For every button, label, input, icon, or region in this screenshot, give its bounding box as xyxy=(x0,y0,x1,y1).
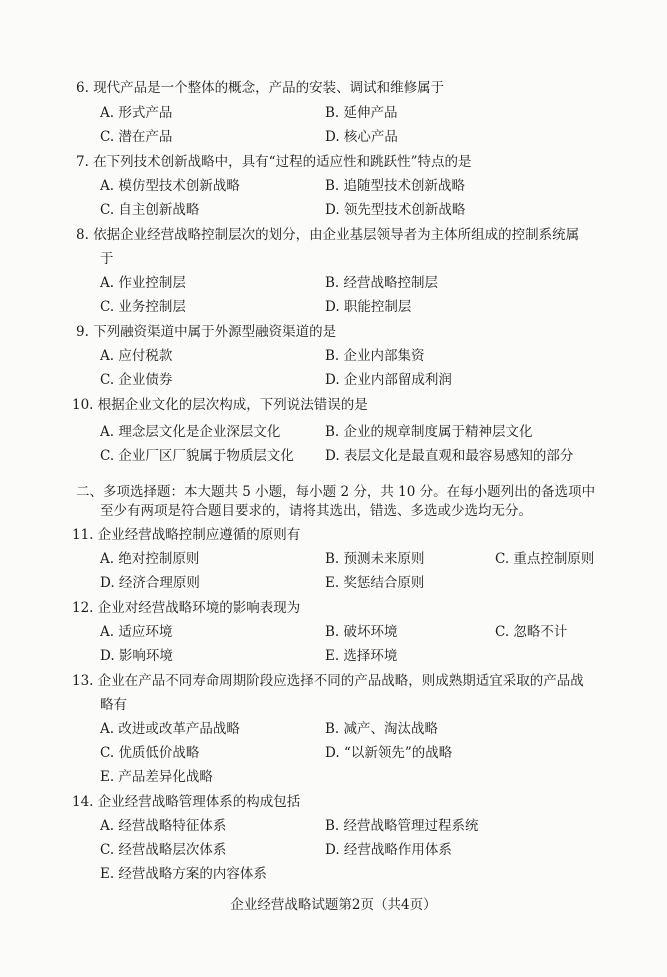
question-text: 现代产品是一个整体的概念，产品的安装、调试和维修属于 xyxy=(93,80,445,96)
question-6 xyxy=(76,76,444,96)
section-heading-line-2: 至少有两项是符合题目要求的，请将其选出，错选、多选或少选均无分。 xyxy=(100,503,532,519)
option-a: A. 适应环境 xyxy=(100,624,173,640)
option-c: C. 企业债券 xyxy=(100,372,173,388)
option-a: A. 绝对控制原则 xyxy=(100,551,200,567)
question-number: 7. xyxy=(76,154,89,170)
question-text: 企业经营战略控制应遵循的原则有 xyxy=(97,527,301,543)
option-b: B. 破坏环境 xyxy=(325,624,398,640)
question-number: 9. xyxy=(76,324,89,340)
question-12 xyxy=(72,596,300,616)
question-11 xyxy=(72,523,300,543)
question-text: 下列融资渠道中属于外源型融资渠道的是 xyxy=(93,324,337,340)
option-d: D. 核心产品 xyxy=(325,129,398,145)
option-d: D. 表层文化是最直观和最容易感知的部分 xyxy=(325,448,574,464)
question-text: 企业对经营战略环境的影响表现为 xyxy=(97,600,301,616)
question-text: 根据企业文化的层次构成，下列说法错误的是 xyxy=(97,397,368,413)
question-text: 企业在产品不同寿命周期阶段应选择不同的产品战略，则成熟期适宜采取的产品战 xyxy=(97,673,584,689)
option-b: B. 预测未来原则 xyxy=(325,551,425,567)
question-7 xyxy=(76,150,472,170)
question-number: 10. xyxy=(72,397,94,413)
question-number: 11. xyxy=(72,527,94,543)
option-b: B. 经营战略管理过程系统 xyxy=(325,818,479,834)
option-d: D. 经营战略作用体系 xyxy=(325,842,452,858)
option-b: B. 延伸产品 xyxy=(325,105,398,121)
option-b: B. 企业的规章制度属于精神层文化 xyxy=(325,424,533,440)
option-c: C. 自主创新战略 xyxy=(100,202,200,218)
option-d: D. 职能控制层 xyxy=(325,299,412,315)
option-b: B. 企业内部集资 xyxy=(325,348,425,364)
question-text-continued: 略有 xyxy=(100,697,127,713)
section-heading-line-1: 二、多项选择题：本大题共 5 小题，每小题 2 分，共 10 分。在每小题列出的备选项中 xyxy=(76,484,596,500)
option-a: A. 作业控制层 xyxy=(100,275,186,291)
section-heading xyxy=(76,483,616,521)
option-e: E. 奖惩结合原则 xyxy=(325,575,425,591)
question-text: 企业经营战略管理体系的构成包括 xyxy=(97,794,301,810)
option-a: A. 应付税款 xyxy=(100,348,173,364)
question-14 xyxy=(72,790,300,810)
question-number: 13. xyxy=(72,673,94,689)
option-a: A. 形式产品 xyxy=(100,105,173,121)
option-a: A. 理念层文化是企业深层文化 xyxy=(100,424,281,440)
question-text-continued: 于 xyxy=(100,251,114,267)
page-footer: 企业经营战略试题第2页（共4页） xyxy=(230,897,437,913)
option-c: C. 忽略不计 xyxy=(495,624,568,640)
option-b: B. 经营战略控制层 xyxy=(325,275,439,291)
option-a: A. 经营战略特征体系 xyxy=(100,818,227,834)
option-c: C. 业务控制层 xyxy=(100,299,186,315)
option-e: E. 产品差异化战略 xyxy=(100,769,213,785)
option-d: D. 经济合理原则 xyxy=(100,575,200,591)
question-text: 在下列技术创新战略中，具有“过程的适应性和跳跃性”特点的是 xyxy=(93,154,472,170)
option-b: B. 追随型技术创新战略 xyxy=(325,178,466,194)
option-b: B. 减产、淘汰战略 xyxy=(325,721,439,737)
option-e: E. 经营战略方案的内容体系 xyxy=(100,866,267,882)
option-c: C. 优质低价战略 xyxy=(100,745,200,761)
question-number: 14. xyxy=(72,794,94,810)
question-9 xyxy=(76,320,336,340)
question-10 xyxy=(72,393,368,413)
option-a: A. 改进或改革产品战略 xyxy=(100,721,240,737)
option-c: C. 企业厂区厂貌属于物质层文化 xyxy=(100,448,294,464)
question-text: 依据企业经营战略控制层次的划分，由企业基层领导者为主体所组成的控制系统属 xyxy=(93,227,580,243)
option-e: E. 选择环境 xyxy=(325,648,398,664)
question-8 xyxy=(76,223,579,243)
option-c: C. 重点控制原则 xyxy=(495,551,595,567)
option-c: C. 经营战略层次体系 xyxy=(100,842,227,858)
question-number: 6. xyxy=(76,80,89,96)
option-d: D. “以新领先”的战略 xyxy=(325,745,453,761)
option-d: D. 领先型技术创新战略 xyxy=(325,202,466,218)
question-number: 12. xyxy=(72,600,94,616)
option-c: C. 潜在产品 xyxy=(100,129,173,145)
question-13 xyxy=(72,669,584,689)
option-d: D. 企业内部留成利润 xyxy=(325,372,452,388)
option-a: A. 模仿型技术创新战略 xyxy=(100,178,240,194)
question-number: 8. xyxy=(76,227,89,243)
option-d: D. 影响环境 xyxy=(100,648,173,664)
